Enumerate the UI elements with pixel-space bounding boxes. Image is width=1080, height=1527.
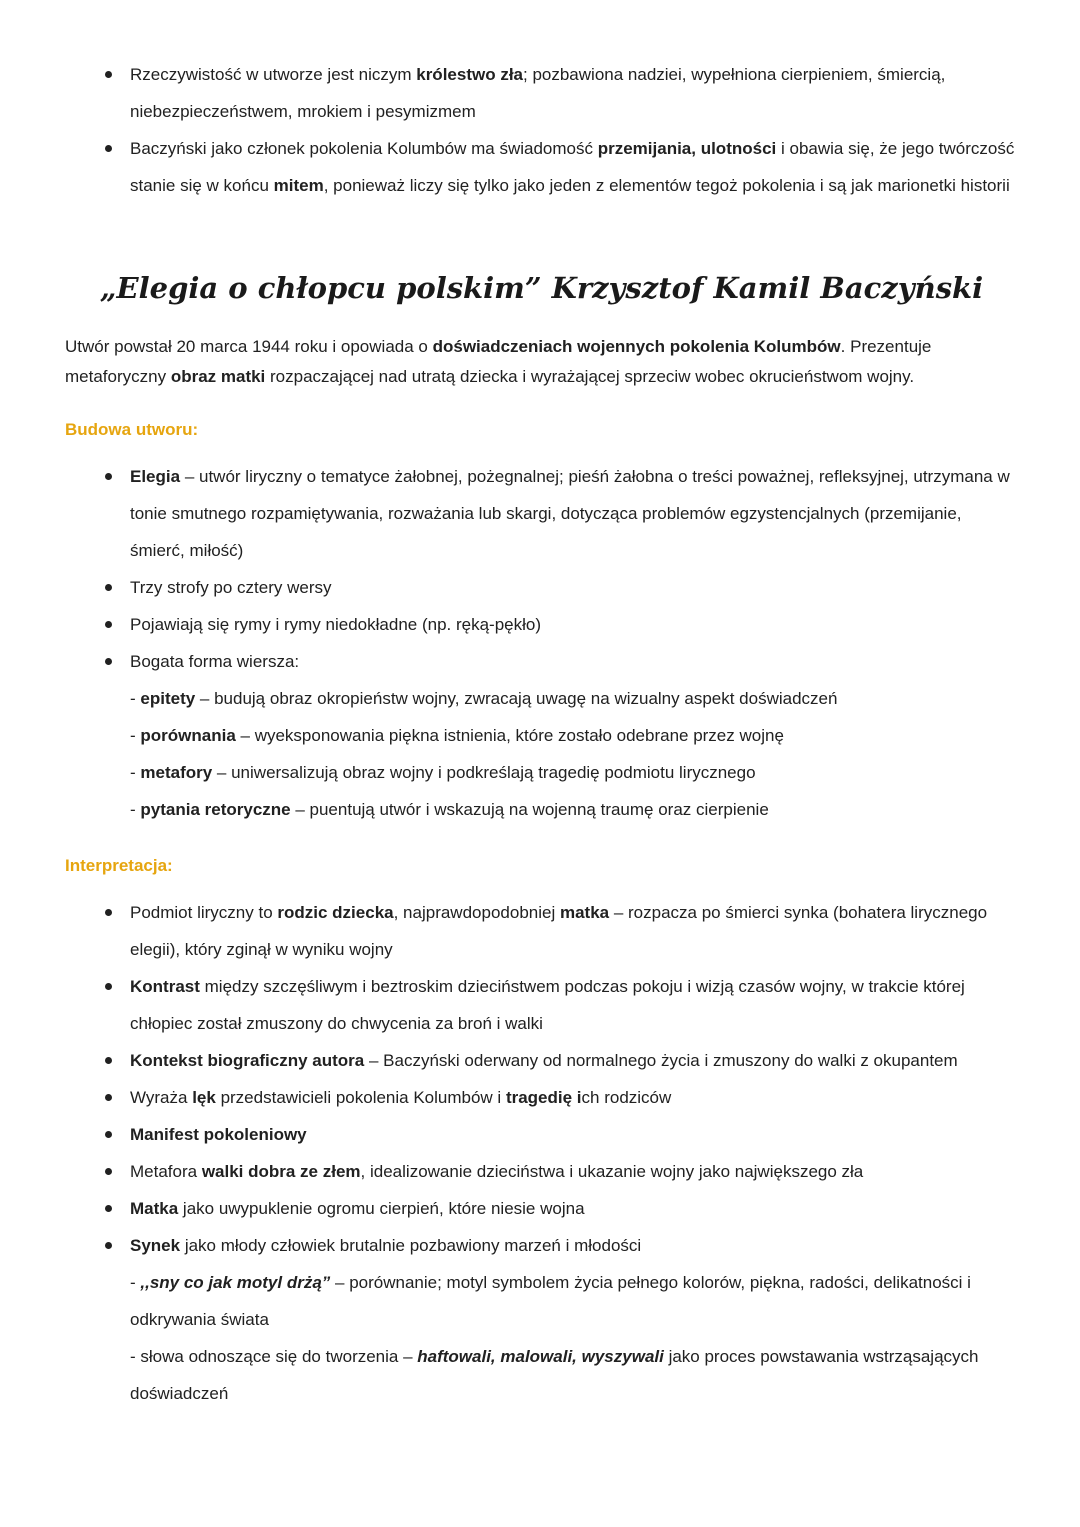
page-title: „Elegia o chłopcu polskim” Krzysztof Kamil Baczyński bbox=[99, 271, 984, 305]
text-segment: doświadczeniach wojennych pokolenia Kolumbów bbox=[432, 337, 841, 356]
sub-list-item bbox=[65, 791, 1018, 828]
text-segment: królestwo zła bbox=[416, 65, 523, 84]
text-segment: lęk bbox=[192, 1088, 216, 1107]
text-segment: - bbox=[130, 800, 141, 819]
text-segment: rozpaczającej nad utratą dziecka i wyrażającej sprzeciw wobec okrucieństwom wojny. bbox=[265, 367, 915, 386]
text-segment: Manifest pokoleniowy bbox=[130, 1125, 307, 1144]
bullet-list-item bbox=[65, 1116, 1018, 1153]
bullet-list-item bbox=[65, 1190, 1018, 1227]
intro-paragraph bbox=[65, 332, 1018, 392]
text-segment: rodzic dziecka bbox=[277, 903, 394, 922]
text-segment: haftowali, malowali, wyszywali bbox=[417, 1347, 664, 1366]
text-segment: walki dobra ze złem bbox=[201, 1162, 361, 1181]
text-segment: Bogata forma wiersza: bbox=[130, 652, 300, 671]
text-segment: porównania bbox=[140, 726, 236, 745]
text-segment: i obawia się, że jego twórczość stanie się w końcu bbox=[130, 139, 1015, 195]
text-segment: ch rodziców bbox=[581, 1088, 672, 1107]
text-segment: Matka bbox=[130, 1199, 179, 1218]
text-segment: - bbox=[130, 689, 141, 708]
text-segment: – Baczyński oderwany od normalnego życia i zmuszony do walki z okupantem bbox=[364, 1051, 958, 1070]
text-segment: między szczęśliwym i beztroskim dzieciństwem podczas pokoju i wizją czasów wojny, w trakcie której chłopiec został zmuszony do chwycenia za broń i walki bbox=[130, 977, 965, 1033]
text-segment: przedstawicieli pokolenia Kolumbów i bbox=[215, 1088, 506, 1107]
bullet-list-item bbox=[65, 458, 1018, 569]
text-segment: , ponieważ liczy się tylko jako jeden z elementów tegoż pokolenia i są jak marionetki historii bbox=[323, 176, 1010, 195]
text-segment: jako młody człowiek brutalnie pozbawiony marzeń i młodości bbox=[180, 1236, 642, 1255]
bullet-list-item bbox=[65, 606, 1018, 643]
sub-list-item bbox=[65, 717, 1018, 754]
bullet-list-item bbox=[65, 130, 1018, 204]
text-segment: Podmiot liryczny to bbox=[130, 903, 278, 922]
text-segment: – utwór liryczny o tematyce żałobnej, pożegnalnej; pieśń żałobna o treści poważnej, refleksyjnej, utrzymana w tonie smutnego rozpamiętywania, rozważania lub skargi, dotycząca problemów egzystencjalnych (przemijanie, śmierć, miłość) bbox=[130, 467, 1010, 560]
bullet-list-item bbox=[65, 569, 1018, 606]
bullet-list-item bbox=[65, 56, 1018, 130]
text-segment: , idealizowanie dzieciństwa i ukazanie wojny jako największego zła bbox=[360, 1162, 864, 1181]
text-segment: pytania retoryczne bbox=[140, 800, 291, 819]
text-segment: – rozpacza po śmierci synka (bohatera lirycznego elegii), który zginął w wyniku wojny bbox=[130, 903, 988, 959]
text-segment: – uniwersalizują obraz wojny i podkreślają tragedię podmiotu lirycznego bbox=[212, 763, 756, 782]
text-segment: metafory bbox=[140, 763, 213, 782]
bullet-list-item bbox=[65, 643, 1018, 680]
text-segment: obraz matki bbox=[170, 367, 266, 386]
sub-list-item bbox=[65, 1264, 1018, 1338]
text-segment: jako uwypuklenie ogromu cierpień, które niesie wojna bbox=[178, 1199, 585, 1218]
text-segment: tragedię i bbox=[505, 1088, 582, 1107]
text-segment: – puentują utwór i wskazują na wojenną traumę oraz cierpienie bbox=[290, 800, 769, 819]
bullet-list-item bbox=[65, 1079, 1018, 1116]
text-segment: epitety bbox=[140, 689, 196, 708]
text-segment: matka bbox=[559, 903, 610, 922]
text-segment: Wyraża bbox=[130, 1088, 193, 1107]
text-segment: Elegia bbox=[130, 467, 181, 486]
text-segment: Pojawiają się rymy i rymy niedokładne (np. ręką-pękło) bbox=[130, 615, 541, 634]
text-segment: – wyeksponowania piękna istnienia, które zostało odebrane przez wojnę bbox=[235, 726, 784, 745]
text-segment: Kontrast bbox=[130, 977, 200, 996]
text-segment: ,,sny co jak motyl drżą” bbox=[140, 1273, 331, 1292]
interpretacja-list bbox=[65, 894, 1018, 1412]
sub-list-item bbox=[65, 754, 1018, 791]
text-segment: - bbox=[130, 726, 141, 745]
bullet-list-item bbox=[65, 968, 1018, 1042]
bullet-list-item bbox=[65, 1227, 1018, 1264]
top-bullet-list bbox=[65, 56, 1018, 204]
text-segment: - bbox=[130, 1273, 141, 1292]
text-segment: Synek bbox=[130, 1236, 181, 1255]
text-segment: - bbox=[130, 763, 141, 782]
text-segment: . Prezentuje metaforyczny bbox=[65, 337, 932, 386]
text-segment: Trzy strofy po cztery wersy bbox=[130, 578, 332, 597]
text-segment: Kontekst biograficzny autora bbox=[130, 1051, 365, 1070]
text-segment: Rzeczywistość w utworze jest niczym bbox=[130, 65, 417, 84]
budowa-utworu-list bbox=[65, 458, 1018, 828]
text-segment: przemijania, ulotności bbox=[597, 139, 777, 158]
text-segment: mitem bbox=[273, 176, 324, 195]
text-segment: Utwór powstał 20 marca 1944 roku i opowiada o bbox=[65, 337, 433, 356]
bullet-list-item bbox=[65, 1153, 1018, 1190]
section-heading-budowa-utworu: Budowa utworu: bbox=[65, 420, 199, 439]
text-segment: – porównanie; motyl symbolem życia pełnego kolorów, piękna, radości, delikatności i odkrywania świata bbox=[130, 1273, 971, 1329]
text-segment: , najprawdopodobniej bbox=[393, 903, 560, 922]
text-segment: - słowa odnoszące się do tworzenia – bbox=[130, 1347, 418, 1366]
text-segment: Metafora bbox=[130, 1162, 202, 1181]
bullet-list-item bbox=[65, 894, 1018, 968]
text-segment: – budują obraz okropieństw wojny, zwracają uwagę na wizualny aspekt doświadczeń bbox=[195, 689, 838, 708]
text-segment: Baczyński jako członek pokolenia Kolumbów ma świadomość bbox=[130, 139, 598, 158]
sub-list-item bbox=[65, 680, 1018, 717]
text-segment: jako proces powstawania wstrząsających doświadczeń bbox=[130, 1347, 979, 1403]
bullet-list-item bbox=[65, 1042, 1018, 1079]
section-heading-interpretacja: Interpretacja: bbox=[65, 856, 173, 875]
sub-list-item bbox=[65, 1338, 1018, 1412]
text-segment: ; pozbawiona nadziei, wypełniona cierpieniem, śmiercią, niebezpieczeństwem, mrokiem i pesymizmem bbox=[130, 65, 946, 121]
